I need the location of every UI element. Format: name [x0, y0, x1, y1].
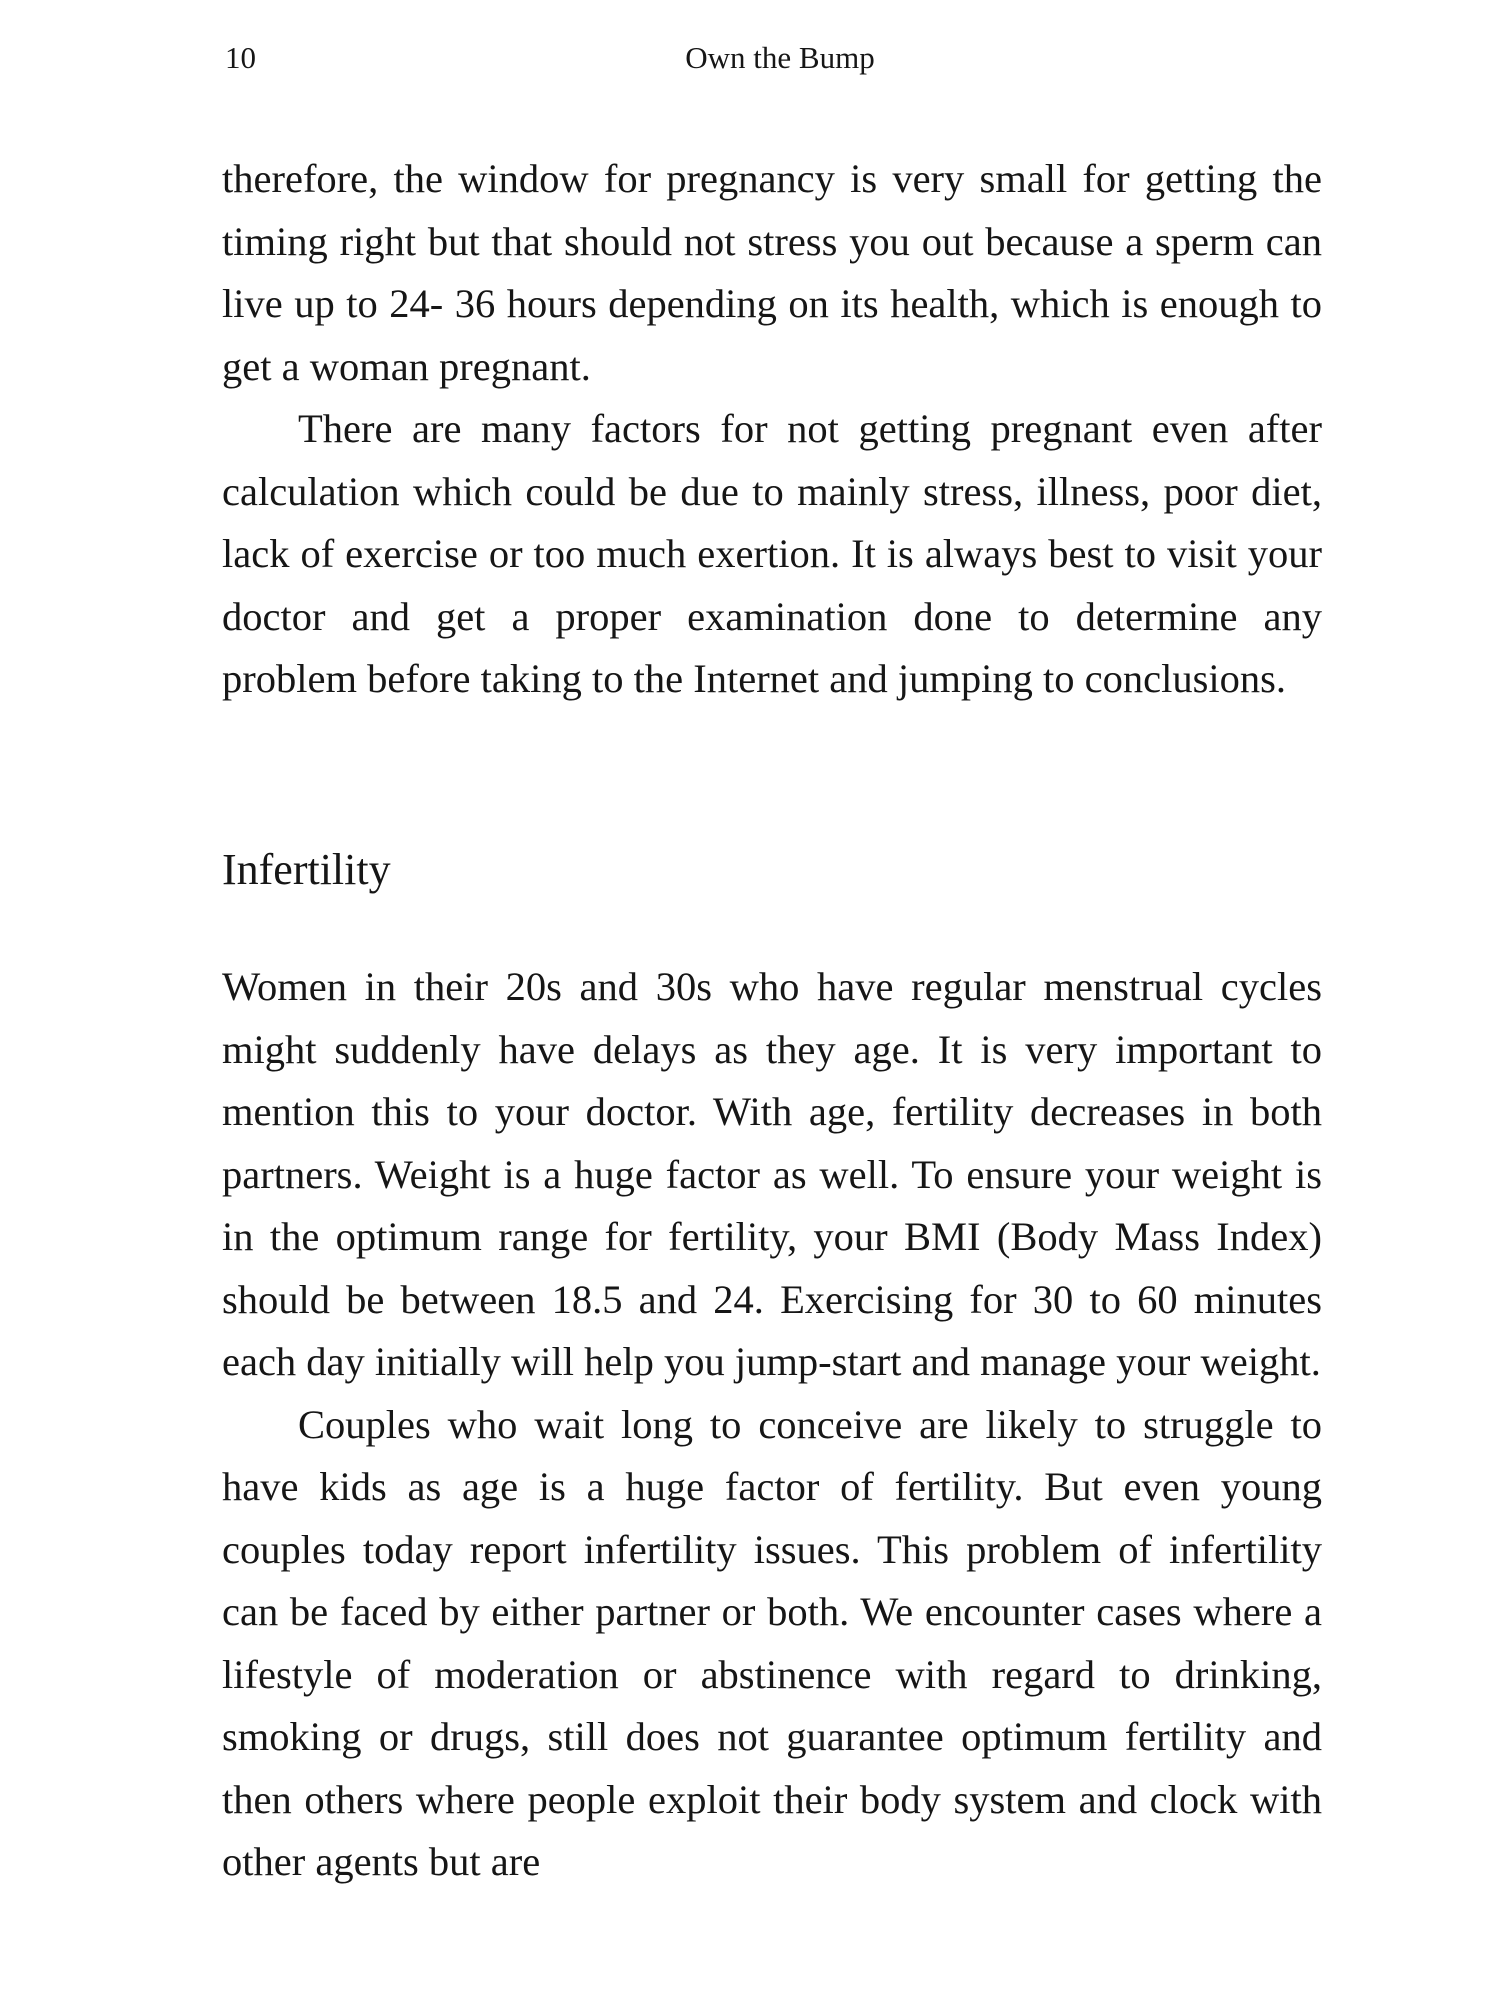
body-text-section	[222, 956, 1322, 1894]
book-title: Own the Bump	[685, 40, 875, 75]
page-number: 10	[225, 40, 256, 75]
section-heading: Infertility	[222, 845, 391, 894]
paragraph: There are many factors for not getting pregnant even after calculation which could be due to mainly stress, illness, poor diet, lack of exercise or too much exertion. It is always best to visit your doctor and get a proper examination done to determine any problem before taking to the Internet and jumping to conclusions.	[222, 406, 1322, 701]
paragraph: Couples who wait long to conceive are likely to struggle to have kids as age is a huge factor of fertility. But even young couples today report infertility issues. This problem of infertility can be faced by either partner or both. We encounter cases where a lifestyle of moderation or abstinence with regard to drinking, smoking or drugs, still does not guarantee optimum fertility and then others where people exploit their body system and clock with other agents but are	[222, 1401, 1322, 1884]
running-head	[225, 36, 1335, 80]
paragraph: Women in their 20s and 30s who have regular menstrual cycles might suddenly have delays as they age. It is very important to mention this to your doctor. With age, fertility decreases in both partners. Weight is a huge factor as well. To ensure your weight is in the optimum range for fertility, your BMI (Body Mass Index) should be between 18.5 and 24. Exercising for 30 to 60 minutes each day initially will help you jump-start and manage your weight.	[222, 964, 1322, 1384]
body-text-top	[222, 148, 1322, 711]
paragraph-continued: therefore, the window for pregnancy is very small for getting the timing right but that should not stress you out because a sperm can live up to 24- 36 hours depending on its health, which is enough to get a woman pregnant.	[222, 156, 1322, 389]
